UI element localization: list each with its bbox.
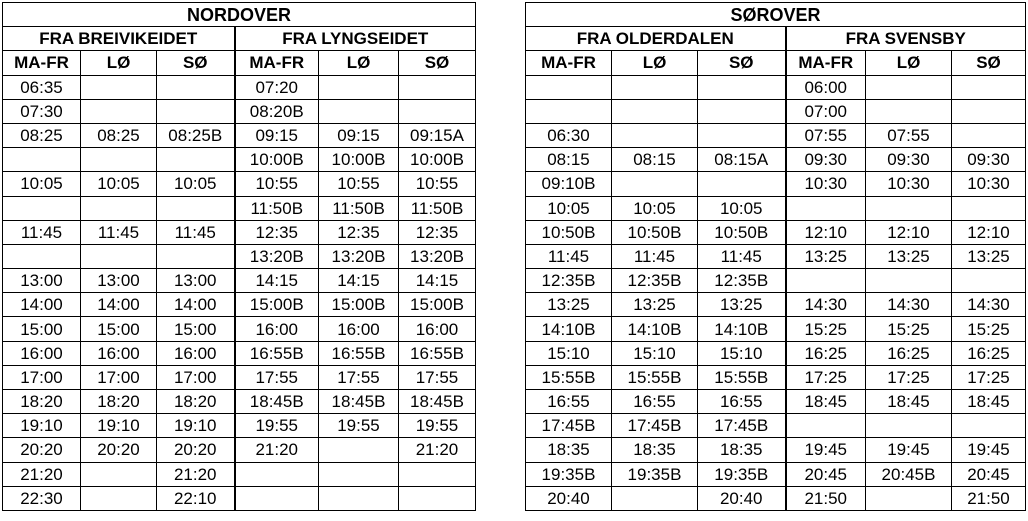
departure-time-cell: 15:55B	[698, 365, 786, 389]
table-row	[3, 438, 476, 462]
departure-time-cell	[319, 99, 399, 123]
table-row	[3, 196, 476, 220]
table-row	[3, 414, 476, 438]
table-row	[3, 220, 476, 244]
departure-time-cell: 14:15	[319, 269, 399, 293]
day-header: SØ	[157, 51, 235, 75]
departure-time-cell	[612, 123, 698, 147]
departure-time-cell	[612, 486, 698, 510]
table-row	[3, 99, 476, 123]
table-row	[526, 341, 1026, 365]
origin-header: FRA OLDERDALEN	[526, 27, 786, 51]
departure-time-cell: 17:25	[952, 365, 1026, 389]
departure-time-cell: 15:00B	[235, 293, 319, 317]
departure-time-cell: 09:30	[866, 148, 952, 172]
sorover-timetable	[525, 2, 1026, 511]
table-row	[526, 99, 1026, 123]
day-header: LØ	[866, 51, 952, 75]
departure-time-cell: 15:00B	[399, 293, 476, 317]
departure-time-cell: 07:00	[786, 99, 866, 123]
departure-time-cell: 10:00B	[235, 148, 319, 172]
departure-time-cell: 20:40	[526, 486, 612, 510]
departure-time-cell: 18:35	[526, 438, 612, 462]
departure-time-cell: 18:45B	[319, 390, 399, 414]
departure-time-cell: 17:55	[235, 365, 319, 389]
departure-time-cell: 13:00	[3, 269, 81, 293]
departure-time-cell	[786, 269, 866, 293]
departure-time-cell: 11:45	[698, 244, 786, 268]
departure-time-cell: 17:55	[399, 365, 476, 389]
departure-time-cell: 11:50B	[399, 196, 476, 220]
departure-time-cell: 12:10	[866, 220, 952, 244]
departure-time-cell: 14:30	[952, 293, 1026, 317]
departure-time-cell: 17:55	[319, 365, 399, 389]
departure-time-cell: 11:45	[612, 244, 698, 268]
departure-time-cell: 12:10	[952, 220, 1026, 244]
table-row	[3, 390, 476, 414]
departure-time-cell: 16:25	[866, 341, 952, 365]
departure-time-cell: 12:35	[399, 220, 476, 244]
departure-time-cell: 17:00	[157, 365, 235, 389]
departure-time-cell: 15:00B	[319, 293, 399, 317]
departure-time-cell: 17:00	[3, 365, 81, 389]
timetable-body	[3, 75, 476, 510]
table-row	[526, 196, 1026, 220]
table-row	[526, 293, 1026, 317]
departure-time-cell: 07:30	[3, 99, 81, 123]
departure-time-cell: 21:20	[3, 462, 81, 486]
departure-time-cell: 18:45B	[399, 390, 476, 414]
departure-time-cell: 16:55B	[399, 341, 476, 365]
departure-time-cell	[698, 123, 786, 147]
departure-time-cell: 13:25	[866, 244, 952, 268]
departure-time-cell	[81, 486, 157, 510]
departure-time-cell: 20:20	[81, 438, 157, 462]
departure-time-cell: 19:45	[786, 438, 866, 462]
departure-time-cell: 10:05	[3, 172, 81, 196]
departure-time-cell	[866, 196, 952, 220]
departure-time-cell: 13:25	[612, 293, 698, 317]
origin-header: FRA LYNGSEIDET	[235, 27, 476, 51]
departure-time-cell	[157, 244, 235, 268]
nordover-timetable	[2, 2, 476, 511]
table-row	[3, 317, 476, 341]
departure-time-cell: 12:35	[235, 220, 319, 244]
departure-time-cell: 07:55	[866, 123, 952, 147]
departure-time-cell	[866, 269, 952, 293]
departure-time-cell: 19:55	[319, 414, 399, 438]
departure-time-cell: 16:00	[319, 317, 399, 341]
departure-time-cell	[399, 99, 476, 123]
departure-time-cell: 22:30	[3, 486, 81, 510]
departure-time-cell	[612, 172, 698, 196]
departure-time-cell: 11:45	[81, 220, 157, 244]
table-row	[526, 414, 1026, 438]
departure-time-cell: 10:00B	[399, 148, 476, 172]
departure-time-cell: 11:45	[157, 220, 235, 244]
departure-time-cell: 21:20	[157, 462, 235, 486]
departure-time-cell: 10:55	[319, 172, 399, 196]
departure-time-cell: 16:00	[3, 341, 81, 365]
departure-time-cell: 10:05	[612, 196, 698, 220]
departure-time-cell: 13:20B	[399, 244, 476, 268]
departure-time-cell: 14:00	[3, 293, 81, 317]
departure-time-cell	[526, 75, 612, 99]
day-header: LØ	[612, 51, 698, 75]
origin-header: FRA BREIVIKEIDET	[3, 27, 235, 51]
table-row	[3, 462, 476, 486]
departure-time-cell	[952, 414, 1026, 438]
departure-time-cell: 12:35B	[698, 269, 786, 293]
departure-time-cell: 12:35B	[526, 269, 612, 293]
departure-time-cell	[3, 196, 81, 220]
departure-time-cell: 15:55B	[526, 365, 612, 389]
departure-time-cell	[698, 172, 786, 196]
departure-time-cell: 08:25	[3, 123, 81, 147]
table-row	[526, 438, 1026, 462]
departure-time-cell	[3, 244, 81, 268]
departure-time-cell	[157, 75, 235, 99]
departure-time-cell	[952, 123, 1026, 147]
departure-time-cell: 14:10B	[612, 317, 698, 341]
departure-time-cell: 20:40	[698, 486, 786, 510]
departure-time-cell: 12:35B	[612, 269, 698, 293]
departure-time-cell: 19:45	[866, 438, 952, 462]
departure-time-cell: 13:25	[526, 293, 612, 317]
table-row	[526, 486, 1026, 510]
departure-time-cell: 14:10B	[698, 317, 786, 341]
departure-time-cell: 11:50B	[235, 196, 319, 220]
departure-time-cell	[612, 75, 698, 99]
departure-time-cell: 15:10	[698, 341, 786, 365]
departure-time-cell: 16:00	[399, 317, 476, 341]
departure-time-cell: 19:35B	[526, 462, 612, 486]
departure-time-cell: 20:20	[157, 438, 235, 462]
departure-time-cell: 16:55	[612, 390, 698, 414]
day-header: LØ	[319, 51, 399, 75]
departure-time-cell: 16:25	[952, 341, 1026, 365]
departure-time-cell: 19:10	[157, 414, 235, 438]
departure-time-cell	[81, 462, 157, 486]
table-row	[3, 172, 476, 196]
departure-time-cell: 14:30	[786, 293, 866, 317]
departure-time-cell: 17:45B	[526, 414, 612, 438]
departure-time-cell: 20:45	[786, 462, 866, 486]
departure-time-cell: 19:10	[81, 414, 157, 438]
departure-time-cell: 15:25	[786, 317, 866, 341]
departure-time-cell: 16:00	[157, 341, 235, 365]
table-row	[526, 75, 1026, 99]
departure-time-cell: 18:20	[3, 390, 81, 414]
departure-time-cell: 12:10	[786, 220, 866, 244]
departure-time-cell: 10:30	[952, 172, 1026, 196]
departure-time-cell: 08:25	[81, 123, 157, 147]
departure-time-cell	[698, 75, 786, 99]
departure-time-cell: 10:00B	[319, 148, 399, 172]
table-row	[526, 365, 1026, 389]
departure-time-cell: 18:45	[866, 390, 952, 414]
departure-time-cell	[3, 148, 81, 172]
table-row	[3, 486, 476, 510]
departure-time-cell: 10:05	[698, 196, 786, 220]
departure-time-cell: 10:55	[399, 172, 476, 196]
departure-time-cell: 09:30	[952, 148, 1026, 172]
departure-time-cell	[612, 99, 698, 123]
origin-header: FRA SVENSBY	[786, 27, 1026, 51]
day-header: MA-FR	[235, 51, 319, 75]
departure-time-cell	[399, 75, 476, 99]
departure-time-cell: 07:20	[235, 75, 319, 99]
direction-title: NORDOVER	[3, 3, 476, 27]
departure-time-cell: 14:00	[81, 293, 157, 317]
departure-time-cell: 11:50B	[319, 196, 399, 220]
table-row	[526, 390, 1026, 414]
departure-time-cell: 11:45	[3, 220, 81, 244]
departure-time-cell	[952, 75, 1026, 99]
table-row	[526, 172, 1026, 196]
departure-time-cell	[786, 414, 866, 438]
departure-time-cell: 09:30	[786, 148, 866, 172]
day-header: MA-FR	[3, 51, 81, 75]
departure-time-cell	[866, 414, 952, 438]
departure-time-cell: 15:10	[526, 341, 612, 365]
departure-time-cell: 10:50B	[698, 220, 786, 244]
departure-time-cell: 10:50B	[612, 220, 698, 244]
departure-time-cell: 13:25	[786, 244, 866, 268]
departure-time-cell: 21:50	[952, 486, 1026, 510]
departure-time-cell: 10:05	[81, 172, 157, 196]
departure-time-cell: 09:10B	[526, 172, 612, 196]
departure-time-cell: 18:45B	[235, 390, 319, 414]
table-row	[3, 148, 476, 172]
departure-time-cell: 10:05	[526, 196, 612, 220]
departure-time-cell: 15:10	[612, 341, 698, 365]
departure-time-cell	[786, 196, 866, 220]
departure-time-cell: 13:25	[952, 244, 1026, 268]
departure-time-cell: 18:45	[952, 390, 1026, 414]
departure-time-cell: 19:35B	[698, 462, 786, 486]
departure-time-cell: 10:55	[235, 172, 319, 196]
departure-time-cell: 20:45B	[866, 462, 952, 486]
departure-time-cell: 16:00	[235, 317, 319, 341]
departure-time-cell: 08:15	[526, 148, 612, 172]
departure-time-cell: 06:30	[526, 123, 612, 147]
departure-time-cell	[952, 196, 1026, 220]
departure-time-cell: 16:00	[81, 341, 157, 365]
day-header: SØ	[399, 51, 476, 75]
departure-time-cell: 11:45	[526, 244, 612, 268]
departure-time-cell	[866, 75, 952, 99]
table-row	[526, 462, 1026, 486]
departure-time-cell	[81, 75, 157, 99]
direction-title: SØROVER	[526, 3, 1026, 27]
departure-time-cell: 14:00	[157, 293, 235, 317]
departure-time-cell: 14:10B	[526, 317, 612, 341]
departure-time-cell	[81, 244, 157, 268]
departure-time-cell: 16:55B	[319, 341, 399, 365]
departure-time-cell: 09:15A	[399, 123, 476, 147]
departure-time-cell: 17:45B	[698, 414, 786, 438]
departure-time-cell	[399, 462, 476, 486]
departure-time-cell: 17:00	[81, 365, 157, 389]
departure-time-cell	[235, 462, 319, 486]
departure-time-cell: 14:30	[866, 293, 952, 317]
departure-time-cell	[319, 438, 399, 462]
table-row	[3, 341, 476, 365]
departure-time-cell	[319, 462, 399, 486]
departure-time-cell: 19:45	[952, 438, 1026, 462]
departure-time-cell: 08:15	[612, 148, 698, 172]
departure-time-cell: 13:00	[81, 269, 157, 293]
departure-time-cell	[81, 148, 157, 172]
departure-time-cell: 15:00	[3, 317, 81, 341]
departure-time-cell: 07:55	[786, 123, 866, 147]
departure-time-cell	[698, 99, 786, 123]
departure-time-cell	[526, 99, 612, 123]
departure-time-cell: 10:50B	[526, 220, 612, 244]
departure-time-cell: 21:20	[399, 438, 476, 462]
day-header: SØ	[698, 51, 786, 75]
departure-time-cell: 09:15	[235, 123, 319, 147]
departure-time-cell: 19:10	[3, 414, 81, 438]
departure-time-cell	[157, 148, 235, 172]
departure-time-cell: 21:50	[786, 486, 866, 510]
day-header: MA-FR	[526, 51, 612, 75]
departure-time-cell: 13:25	[698, 293, 786, 317]
departure-time-cell: 08:25B	[157, 123, 235, 147]
departure-time-cell: 19:55	[235, 414, 319, 438]
departure-time-cell: 10:30	[786, 172, 866, 196]
departure-time-cell: 13:20B	[319, 244, 399, 268]
departure-time-cell: 15:00	[157, 317, 235, 341]
table-row	[3, 293, 476, 317]
departure-time-cell: 06:35	[3, 75, 81, 99]
departure-time-cell	[952, 269, 1026, 293]
table-row	[526, 123, 1026, 147]
table-row	[526, 148, 1026, 172]
departure-time-cell: 13:00	[157, 269, 235, 293]
departure-time-cell	[157, 99, 235, 123]
departure-time-cell: 15:25	[952, 317, 1026, 341]
departure-time-cell: 22:10	[157, 486, 235, 510]
table-row	[3, 244, 476, 268]
departure-time-cell	[81, 99, 157, 123]
departure-time-cell: 21:20	[235, 438, 319, 462]
day-header: SØ	[952, 51, 1026, 75]
table-row	[526, 244, 1026, 268]
day-header: LØ	[81, 51, 157, 75]
departure-time-cell: 18:45	[786, 390, 866, 414]
departure-time-cell: 13:20B	[235, 244, 319, 268]
table-row	[3, 365, 476, 389]
departure-time-cell: 09:15	[319, 123, 399, 147]
departure-time-cell	[866, 486, 952, 510]
departure-time-cell: 15:25	[866, 317, 952, 341]
departure-time-cell	[952, 99, 1026, 123]
departure-time-cell: 20:20	[3, 438, 81, 462]
table-row	[526, 269, 1026, 293]
departure-time-cell: 17:25	[866, 365, 952, 389]
departure-time-cell: 20:45	[952, 462, 1026, 486]
departure-time-cell: 16:25	[786, 341, 866, 365]
departure-time-cell	[319, 486, 399, 510]
departure-time-cell: 16:55	[526, 390, 612, 414]
departure-time-cell: 08:15A	[698, 148, 786, 172]
departure-time-cell: 08:20B	[235, 99, 319, 123]
departure-time-cell: 15:00	[81, 317, 157, 341]
departure-time-cell	[81, 196, 157, 220]
departure-time-cell: 18:20	[157, 390, 235, 414]
departure-time-cell: 17:45B	[612, 414, 698, 438]
table-row	[3, 269, 476, 293]
departure-time-cell: 16:55	[698, 390, 786, 414]
departure-time-cell: 10:05	[157, 172, 235, 196]
departure-time-cell	[399, 486, 476, 510]
departure-time-cell: 14:15	[399, 269, 476, 293]
day-header: MA-FR	[786, 51, 866, 75]
departure-time-cell: 14:15	[235, 269, 319, 293]
table-row	[3, 123, 476, 147]
departure-time-cell	[235, 486, 319, 510]
departure-time-cell: 18:20	[81, 390, 157, 414]
departure-time-cell: 10:30	[866, 172, 952, 196]
departure-time-cell: 18:35	[612, 438, 698, 462]
departure-time-cell: 19:35B	[612, 462, 698, 486]
departure-time-cell	[319, 75, 399, 99]
departure-time-cell: 17:25	[786, 365, 866, 389]
table-row	[3, 75, 476, 99]
table-row	[526, 317, 1026, 341]
departure-time-cell: 15:55B	[612, 365, 698, 389]
departure-time-cell	[157, 196, 235, 220]
departure-time-cell: 18:35	[698, 438, 786, 462]
timetable-body	[526, 75, 1026, 510]
departure-time-cell	[866, 99, 952, 123]
table-row	[526, 220, 1026, 244]
departure-time-cell: 19:55	[399, 414, 476, 438]
departure-time-cell: 06:00	[786, 75, 866, 99]
departure-time-cell: 12:35	[319, 220, 399, 244]
departure-time-cell: 16:55B	[235, 341, 319, 365]
